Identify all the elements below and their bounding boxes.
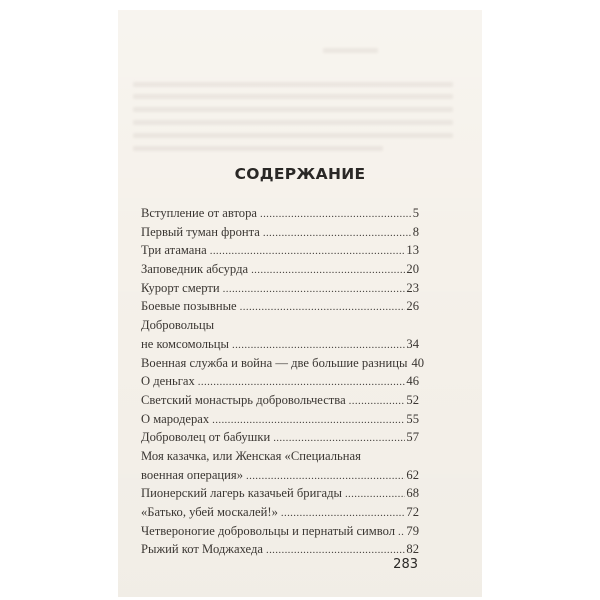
toc-entry-title: «Батько, убей москалей!» [141, 505, 278, 519]
dot-leader [240, 298, 406, 317]
toc-entry-title-line: Моя казачка, или Женская «Специальная [141, 448, 361, 463]
toc-entry-page: 55 [406, 411, 419, 426]
toc-entry-title-line: военная операция» [141, 467, 243, 482]
toc-entry-title: Рыжий кот Моджахеда [141, 542, 263, 557]
toc-entry-page: 68 [406, 486, 419, 501]
dot-leader [260, 205, 412, 224]
toc-entry-title-line: не комсомольцы [141, 336, 229, 351]
bleed-through-text [118, 10, 482, 160]
toc-entry-title: Боевые позывные [141, 299, 237, 314]
toc-entry[interactable] [141, 241, 419, 260]
toc-entry-title: Доброволец от бабушки [141, 430, 271, 445]
toc-entry-title: Курорт смерти [141, 280, 220, 295]
toc-entry[interactable] [141, 279, 419, 298]
toc-entry-page: 72 [406, 505, 419, 519]
toc-entry[interactable] [141, 503, 419, 522]
toc-entry[interactable] [141, 204, 419, 223]
toc-entry[interactable] [141, 522, 419, 541]
dot-leader [223, 280, 406, 299]
dot-leader [266, 541, 405, 560]
toc-entry-title: Пионерский лагерь казачьей бригады [141, 486, 342, 501]
toc-entry[interactable] [141, 223, 419, 242]
toc-entry[interactable] [141, 316, 419, 353]
toc-entry-title: О деньгах [141, 374, 195, 389]
toc-entry-title: Заповедник абсурда [141, 262, 249, 277]
toc-entry-page: 23 [406, 280, 419, 295]
toc-entry[interactable] [141, 372, 419, 391]
toc-entry-title: Вступление от автора [141, 206, 257, 220]
toc-entry-page: 26 [406, 299, 419, 314]
dot-leader [232, 336, 405, 355]
toc-entry[interactable] [141, 447, 419, 484]
toc-entry-title: О мародерах [141, 411, 210, 426]
toc-entry-title: Четвероногие добровольцы и пернатый символ [141, 523, 396, 538]
toc-entry-page: 62 [406, 467, 419, 482]
toc-entry-page: 8 [412, 224, 419, 239]
toc-entry-page: 82 [406, 542, 419, 557]
toc-entry-title: Первый туман фронта [141, 224, 260, 239]
toc-entry-title-line: Добровольцы [141, 318, 215, 333]
toc-entry[interactable] [141, 428, 419, 447]
dot-leader [263, 224, 412, 243]
book-page [118, 10, 482, 597]
dot-leader [398, 523, 405, 542]
dot-leader [198, 373, 406, 392]
toc-entry[interactable] [141, 297, 419, 316]
toc-entry-page: 57 [406, 430, 419, 445]
toc-entry-title: Светский монастырь добровольчества [141, 392, 346, 407]
dot-leader [212, 411, 405, 430]
toc-entry-page: 40 [411, 355, 425, 370]
toc-entry-page: 46 [406, 374, 419, 389]
toc-entry-page: 34 [406, 336, 419, 351]
toc-entry-page: 79 [406, 523, 419, 538]
toc-entry-page: 13 [406, 243, 419, 258]
toc-entry-page: 20 [406, 262, 419, 277]
dot-leader [345, 485, 405, 504]
toc-entry[interactable] [141, 484, 419, 503]
toc-entry-title: Военная служба и война — две большие разницы [141, 355, 408, 370]
table-of-contents [141, 204, 425, 559]
toc-entry-page: 52 [406, 392, 419, 407]
toc-title: СОДЕРЖАНИЕ [234, 165, 366, 183]
dot-leader [349, 392, 406, 411]
toc-entry[interactable] [141, 410, 419, 429]
toc-entry[interactable] [141, 391, 419, 410]
toc-entry-title: Три атамана [141, 243, 207, 258]
dot-leader [251, 261, 405, 280]
dot-leader [246, 467, 405, 486]
dot-leader [273, 429, 405, 448]
toc-entry[interactable] [141, 260, 419, 279]
page-number: 283 [393, 557, 418, 572]
toc-entry[interactable] [141, 354, 425, 373]
print-smudge [235, 547, 240, 549]
dot-leader [281, 504, 406, 523]
toc-entry-page: 5 [412, 206, 419, 220]
dot-leader [210, 242, 406, 261]
toc-entry[interactable] [141, 540, 419, 559]
